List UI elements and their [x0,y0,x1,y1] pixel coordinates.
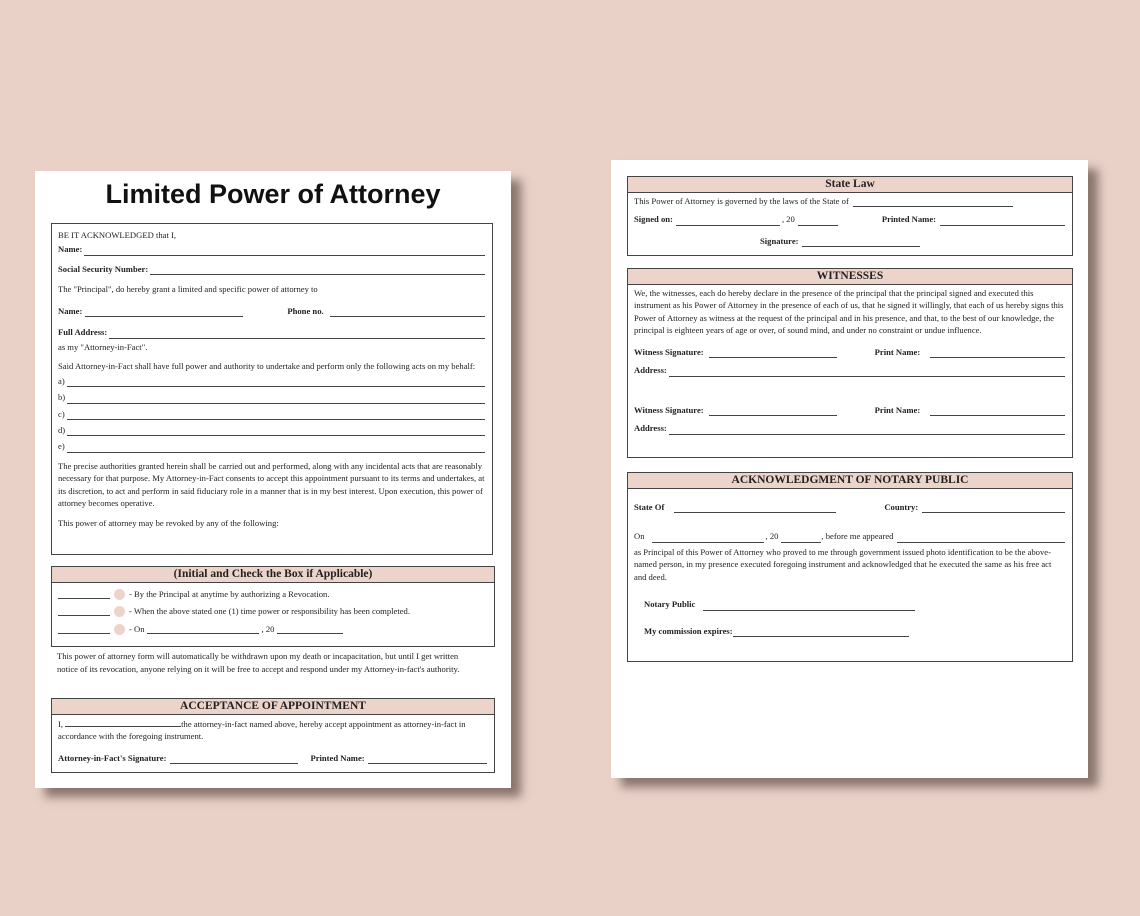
state-law-header: State Law [628,177,1072,193]
attorney-name-label: Name: [58,305,83,316]
checkbox-circle-icon[interactable] [114,589,125,600]
state-of-label: State Of [634,502,665,512]
full-address-field[interactable] [109,330,485,339]
act-label: e) [58,441,65,452]
act-label: d) [58,424,66,435]
signature-field[interactable] [802,238,920,247]
address-field[interactable] [669,426,1065,435]
notary-header: ACKNOWLEDGMENT OF NOTARY PUBLIC [628,473,1072,489]
right-document-page [611,160,1088,778]
ssn-field[interactable] [150,266,485,275]
signed-on-field[interactable] [676,217,780,226]
signature-label: Signature: [760,235,799,246]
intro-text: BE IT ACKNOWLEDGED that I, [58,230,176,240]
printed-name-field[interactable] [368,755,487,764]
print-name-label: Print Name: [874,346,921,357]
notary-public-field[interactable] [703,602,915,611]
attorney-name-field[interactable] [85,308,243,317]
act-field[interactable] [67,395,485,404]
notary-public-label: Notary Public [644,599,696,610]
signed-year-field[interactable] [798,217,838,226]
full-address-label: Full Address: [58,327,108,338]
initial-field[interactable] [58,625,110,634]
notary-year-field[interactable] [781,534,821,543]
authorities-text: The precise authorities granted herein shall be carried out and performed, along with any incidental acts that are reasonably necessary for that purpose. My Attorney-in-Fact consents to accept this appointment pursuant to its terms and undertakes, at its discretion, to act and perform in said fiduciary role in a manner that is in my best interest. Upon execution, this power of attorney becomes operative. [58,460,485,509]
auto-withdraw-text: This power of attorney form will automatically be withdrawn upon my death or incapacitation, but until I get written notice of its revocation, anyone relying on it will be free to accept and respond under my Attorney-in-fact's authority. [57,651,460,674]
revoke-year-field[interactable] [277,625,343,634]
witness-signature-field[interactable] [709,349,837,358]
initial-section [51,566,495,647]
year-prefix: , 20 [765,531,779,542]
aif-signature-field[interactable] [170,755,298,764]
principal-section [51,223,493,555]
witness-signature-field[interactable] [709,407,837,416]
print-name-label: Print Name: [874,404,921,415]
checkbox-circle-icon[interactable] [114,606,125,617]
revoke-option-label: - By the Principal at anytime by authorizing a Revocation. [129,589,330,599]
revoke-text: This power of attorney may be revoked by any of the following: [58,517,279,528]
printed-name-label: Printed Name: [310,752,365,763]
checkbox-circle-icon[interactable] [114,624,125,635]
phone-label: Phone no. [287,305,324,316]
act-label: b) [58,392,66,403]
acceptance-section-header: ACCEPTANCE OF APPOINTMENT [52,699,494,715]
address-field[interactable] [669,368,1065,377]
before-text: , before me appeared [821,531,894,542]
notary-date-field[interactable] [652,534,764,543]
notary-section [627,472,1073,662]
initial-field[interactable] [58,607,110,616]
year-prefix: , 20 [261,623,275,634]
grant-text: The "Principal", do hereby grant a limited and specific power of attorney to [58,284,318,295]
notary-text: as Principal of this Power of Attorney who proved to me through government issued photo identification to be the above-named person, in my presence executed foregoing instrument and acknowledged that he executed the same as his free act and deed. [634,546,1052,582]
governed-text: This Power of Attorney is governed by the laws of the State of [634,196,849,206]
act-field[interactable] [67,427,485,436]
printed-name-label: Printed Name: [881,214,937,225]
act-field[interactable] [67,378,485,387]
revoke-option-label: - When the above stated one (1) time power or responsibility has been completed. [129,606,410,617]
state-field[interactable] [853,198,1013,207]
act-label: a) [58,375,65,386]
act-field[interactable] [67,444,485,453]
ssn-label: Social Security Number: [58,263,149,274]
commission-expires-label: My commission expires: [644,625,733,636]
name-label: Name: [58,244,83,255]
aif-signature-label: Attorney-in-Fact's Signature: [58,752,167,763]
state-of-field[interactable] [674,504,836,513]
appeared-name-field[interactable] [897,534,1065,543]
print-name-field[interactable] [930,407,1065,416]
country-field[interactable] [922,504,1065,513]
initial-section-header: (Initial and Check the Box if Applicable) [52,567,494,583]
printed-name-field[interactable] [940,217,1065,226]
revoke-option-label: - On [129,623,145,634]
left-document-page [35,171,511,788]
revoke-date-field[interactable] [147,625,259,634]
print-name-field[interactable] [930,349,1065,358]
commission-expires-field[interactable] [733,628,909,637]
country-label: Country: [884,502,919,512]
act-field[interactable] [67,411,485,420]
phone-field[interactable] [330,308,485,317]
accept-text: the attorney-in-fact named above, hereby accept appointment as attorney-in-fact in accordance with the foregoing instrument. [58,719,466,742]
acceptance-section [51,698,495,773]
signed-on-label: Signed on: [634,214,673,225]
address-label: Address: [634,423,667,434]
on-label: On [634,531,645,542]
witness-signature-label: Witness Signature: [634,404,704,415]
document-title: Limited Power of Attorney [105,179,441,209]
power-text: Said Attorney-in-Fact shall have full power and authority to undertake and perform only the following acts on my behalf: [58,361,476,372]
address-label: Address: [634,365,667,376]
attorney-in-fact-text: as my "Attorney-in-Fact". [58,341,148,352]
name-field[interactable] [84,247,485,256]
witness-declaration-text: We, the witnesses, each do hereby declare in the presence of the principal that the principal signed and executed this instrument as his Power of Attorney in the presence of each of us, that he signed it willingly, that each of us hereby signs this Power of Attorney as witness at the request of the principal and in his presence, and that, to the best of our knowledge, the principal is eighteen years of age or over, of sound mind, and under no constraint or undue influence. [634,288,1064,336]
initial-field[interactable] [58,590,110,599]
accept-i: I, [58,719,64,729]
witness-signature-label: Witness Signature: [634,346,704,357]
witnesses-header: WITNESSES [628,269,1072,285]
accept-name-field[interactable] [65,718,181,727]
year-prefix: , 20 [781,214,795,225]
act-label: c) [58,408,65,419]
state-law-section [627,176,1073,256]
witnesses-section [627,268,1073,458]
